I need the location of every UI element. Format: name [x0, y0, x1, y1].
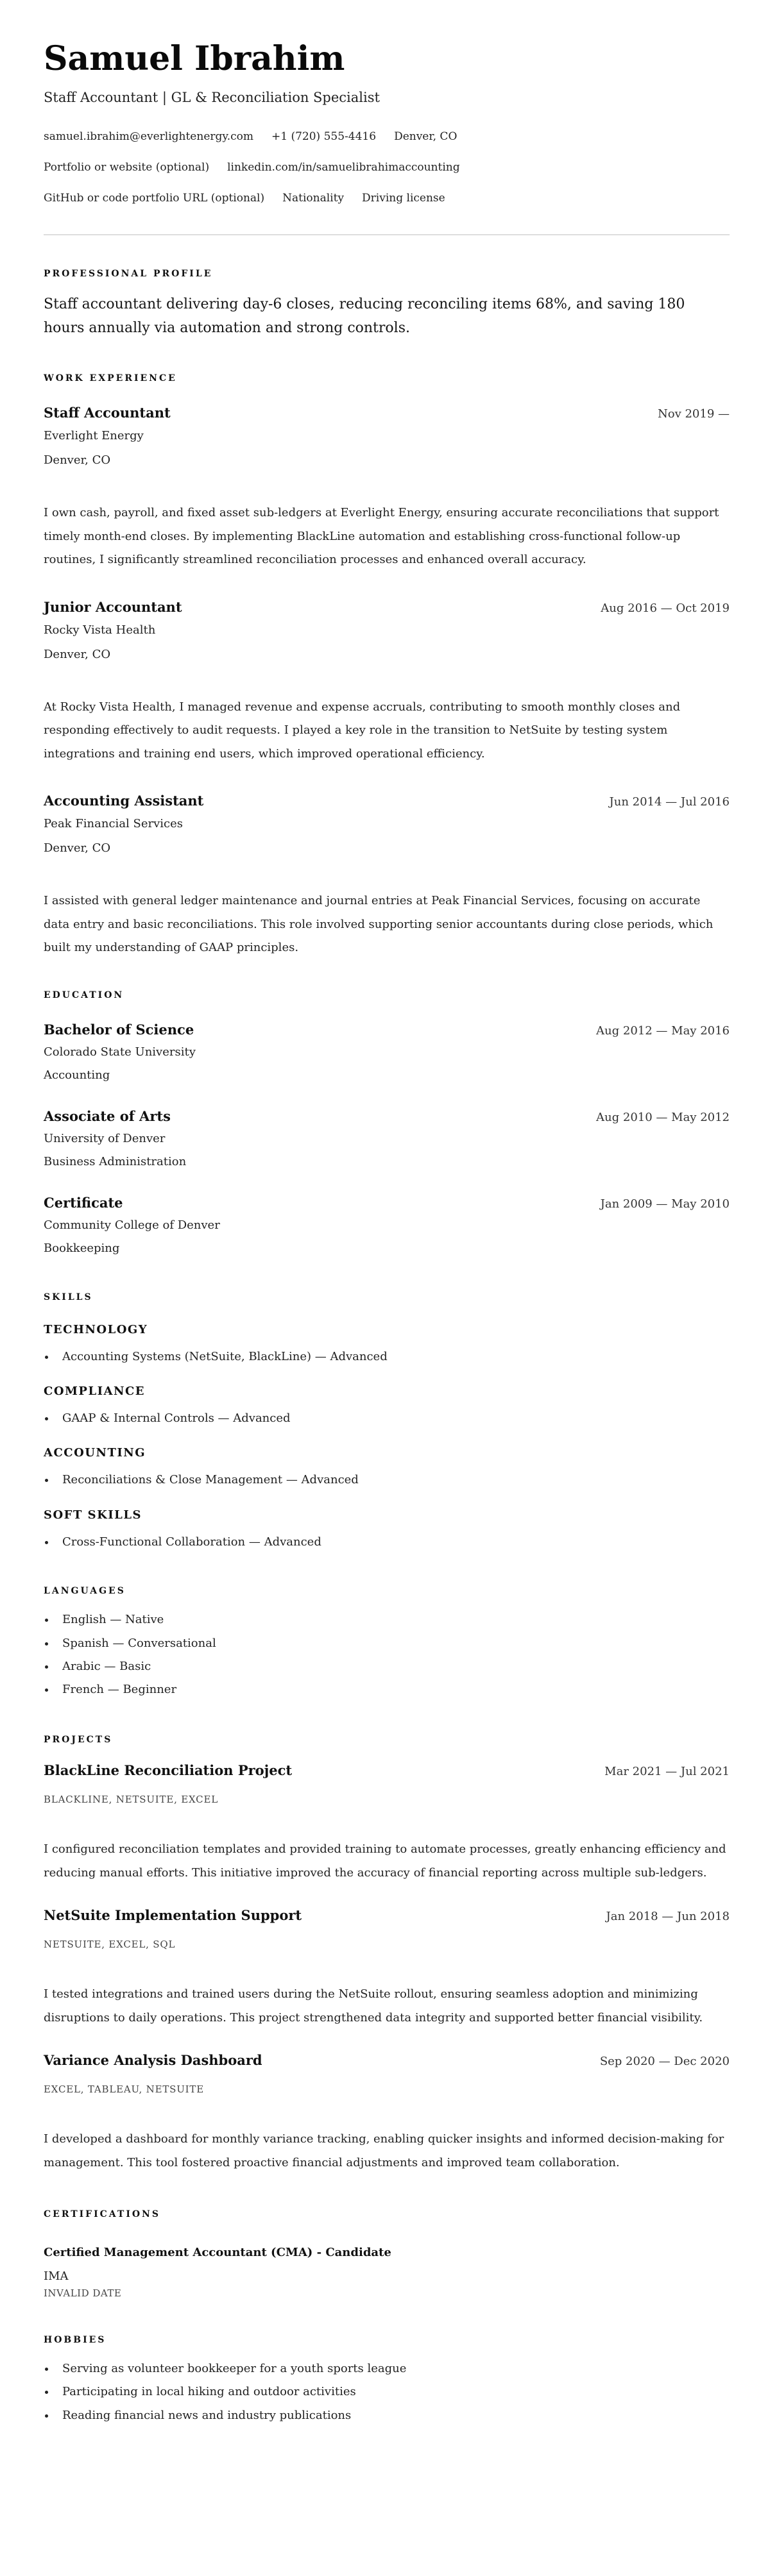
project-entry: [44, 1762, 730, 1885]
job-company: Everlight Energy: [44, 429, 144, 442]
section-title-experience: WORK EXPERIENCE: [44, 373, 177, 383]
skill-item: Reconciliations & Close Management — Advanced: [44, 1469, 730, 1492]
language-item: Spanish — Conversational: [44, 1632, 730, 1655]
job-title: Staff Accountant: [44, 405, 171, 421]
certification-issuer: IMA: [44, 2269, 69, 2283]
certification-date: INVALID DATE: [44, 2287, 122, 2299]
skill-category: ACCOUNTING: [44, 1446, 146, 1460]
project-tags: EXCEL, TABLEAU, NETSUITE: [44, 2083, 204, 2095]
nationality: Nationality: [282, 192, 345, 205]
project-tags: NETSUITE, EXCEL, SQL: [44, 1938, 176, 1950]
candidate-title: Staff Accountant | GL & Reconciliation Specialist: [44, 90, 380, 105]
job-title: Junior Accountant: [44, 598, 182, 615]
skill-item: Accounting Systems (NetSuite, BlackLine) — Advanced: [44, 1345, 730, 1368]
education-entry: [44, 1021, 730, 1087]
project-description: I configured reconciliation templates and provided training to automate processes, greatly enhancing efficiency and reducing manual efforts. This initiative improved the accuracy of financial reporting across multiple sub-ledgers.: [44, 1842, 726, 1880]
field-of-study: Business Administration: [44, 1154, 187, 1168]
certification-name: Certified Management Accountant (CMA) - Candidate: [44, 2245, 391, 2259]
candidate-name: Samuel Ibrahim: [44, 39, 345, 78]
project-entry: [44, 1907, 730, 2030]
hobby-item: Reading financial news and industry publications: [44, 2404, 730, 2427]
language-item: Arabic — Basic: [44, 1655, 730, 1678]
certification-entry: [44, 2244, 730, 2300]
profile-summary: Staff accountant delivering day-6 closes, reducing reconciling items 68%, and saving 180 hours annually via automation and strong controls.: [44, 296, 685, 336]
section-title-certifications: CERTIFICATIONS: [44, 2209, 160, 2219]
job-dates: Nov 2019 —: [657, 407, 730, 421]
project-title: NetSuite Implementation Support: [44, 1907, 302, 1923]
education-dates: Jan 2009 — May 2010: [600, 1197, 730, 1211]
education-dates: Aug 2012 — May 2016: [596, 1023, 730, 1038]
language-item: French — Beginner: [44, 1678, 730, 1701]
skill-list: [44, 1345, 730, 1368]
education-entry: [44, 1194, 730, 1260]
job-dates: Aug 2016 — Oct 2019: [601, 601, 730, 615]
language-item: English — Native: [44, 1608, 730, 1631]
hobby-list: [44, 2357, 730, 2427]
project-title: Variance Analysis Dashboard: [44, 2051, 262, 2068]
job-description: I assisted with general ledger maintenance and journal entries at Peak Financial Services, focusing on accurate data entry and basic reconciliations. This role involved supporting senior accountants during close periods, which built my understanding of GAAP principles.: [44, 894, 714, 954]
project-description: I developed a dashboard for monthly variance tracking, enabling quicker insights and informed decision-making for management. This tool fostered proactive financial adjustments and improved team collaboration.: [44, 2132, 724, 2169]
section-title-projects: PROJECTS: [44, 1734, 113, 1745]
skill-category: SOFT SKILLS: [44, 1508, 142, 1522]
contact-row: [44, 127, 730, 146]
project-dates: Mar 2021 — Jul 2021: [604, 1764, 730, 1778]
contact-row: [44, 158, 730, 177]
job-dates: Jun 2014 — Jul 2016: [609, 795, 730, 809]
skill-list: [44, 1469, 730, 1492]
job-entry: [44, 404, 730, 572]
job-location: Denver, CO: [44, 453, 111, 467]
section-title-education: EDUCATION: [44, 989, 124, 1000]
header-divider: [44, 234, 730, 235]
hobby-item: Serving as volunteer bookkeeper for a youth sports league: [44, 2357, 730, 2380]
degree: Associate of Arts: [44, 1107, 171, 1124]
section-title-profile: PROFESSIONAL PROFILE: [44, 269, 213, 279]
project-tags: BLACKLINE, NETSUITE, EXCEL: [44, 1793, 218, 1805]
job-company: Rocky Vista Health: [44, 623, 156, 637]
school: University of Denver: [44, 1131, 166, 1145]
skill-category: TECHNOLOGY: [44, 1322, 148, 1336]
degree: Bachelor of Science: [44, 1021, 194, 1038]
section-title-skills: SKILLS: [44, 1292, 93, 1302]
location: Denver, CO: [394, 130, 458, 143]
education-dates: Aug 2010 — May 2012: [596, 1110, 730, 1124]
skill-item: GAAP & Internal Controls — Advanced: [44, 1407, 730, 1430]
job-company: Peak Financial Services: [44, 817, 184, 830]
job-title: Accounting Assistant: [44, 793, 204, 809]
section-title-hobbies: HOBBIES: [44, 2334, 107, 2345]
project-dates: Sep 2020 — Dec 2020: [599, 2054, 730, 2068]
github-link[interactable]: GitHub or code portfolio URL (optional): [44, 192, 265, 205]
language-list: [44, 1608, 730, 1702]
job-location: Denver, CO: [44, 647, 111, 661]
school: Community College of Denver: [44, 1218, 220, 1232]
job-description: At Rocky Vista Health, I managed revenue and expense accruals, contributing to smooth monthly closes and responding effectively to audit requests. I played a key role in the transition to NetSuite by testing system integrations and training end users, which improved operational efficiency.: [44, 700, 681, 761]
phone: +1 (720) 555-4416: [271, 130, 377, 143]
driving-license: Driving license: [362, 192, 445, 205]
hobby-item: Participating in local hiking and outdoor activities: [44, 2380, 730, 2403]
project-title: BlackLine Reconciliation Project: [44, 1762, 293, 1778]
project-dates: Jan 2018 — Jun 2018: [606, 1909, 730, 1923]
skill-item: Cross-Functional Collaboration — Advanced: [44, 1531, 730, 1554]
job-location: Denver, CO: [44, 841, 111, 855]
job-entry: [44, 792, 730, 960]
job-entry: [44, 598, 730, 766]
skill-list: [44, 1407, 730, 1430]
field-of-study: Bookkeeping: [44, 1241, 120, 1255]
skill-category: COMPLIANCE: [44, 1384, 146, 1398]
linkedin-link[interactable]: linkedin.com/in/samuelibrahimaccounting: [227, 161, 460, 174]
portfolio-link[interactable]: Portfolio or website (optional): [44, 161, 210, 174]
section-title-languages: LANGUAGES: [44, 1586, 126, 1597]
degree: Certificate: [44, 1194, 123, 1211]
school: Colorado State University: [44, 1045, 196, 1059]
project-entry: [44, 2051, 730, 2175]
skill-list: [44, 1531, 730, 1554]
field-of-study: Accounting: [44, 1068, 110, 1082]
job-description: I own cash, payroll, and fixed asset sub-ledgers at Everlight Energy, ensuring accurate reconciliations that support timely month-end closes. By implementing BlackLine automation and establishing cross-functional follow-up routines, I significantly streamlined reconciliation processes and enhanced overall accuracy.: [44, 506, 719, 566]
project-description: I tested integrations and trained users during the NetSuite rollout, ensuring seamless adoption and minimizing disruptions to daily operations. This project strengthened data integrity and supported better financial visibility.: [44, 1987, 703, 2025]
education-entry: [44, 1107, 730, 1174]
email[interactable]: samuel.ibrahim@everlightenergy.com: [44, 130, 254, 143]
contact-row: [44, 189, 730, 208]
